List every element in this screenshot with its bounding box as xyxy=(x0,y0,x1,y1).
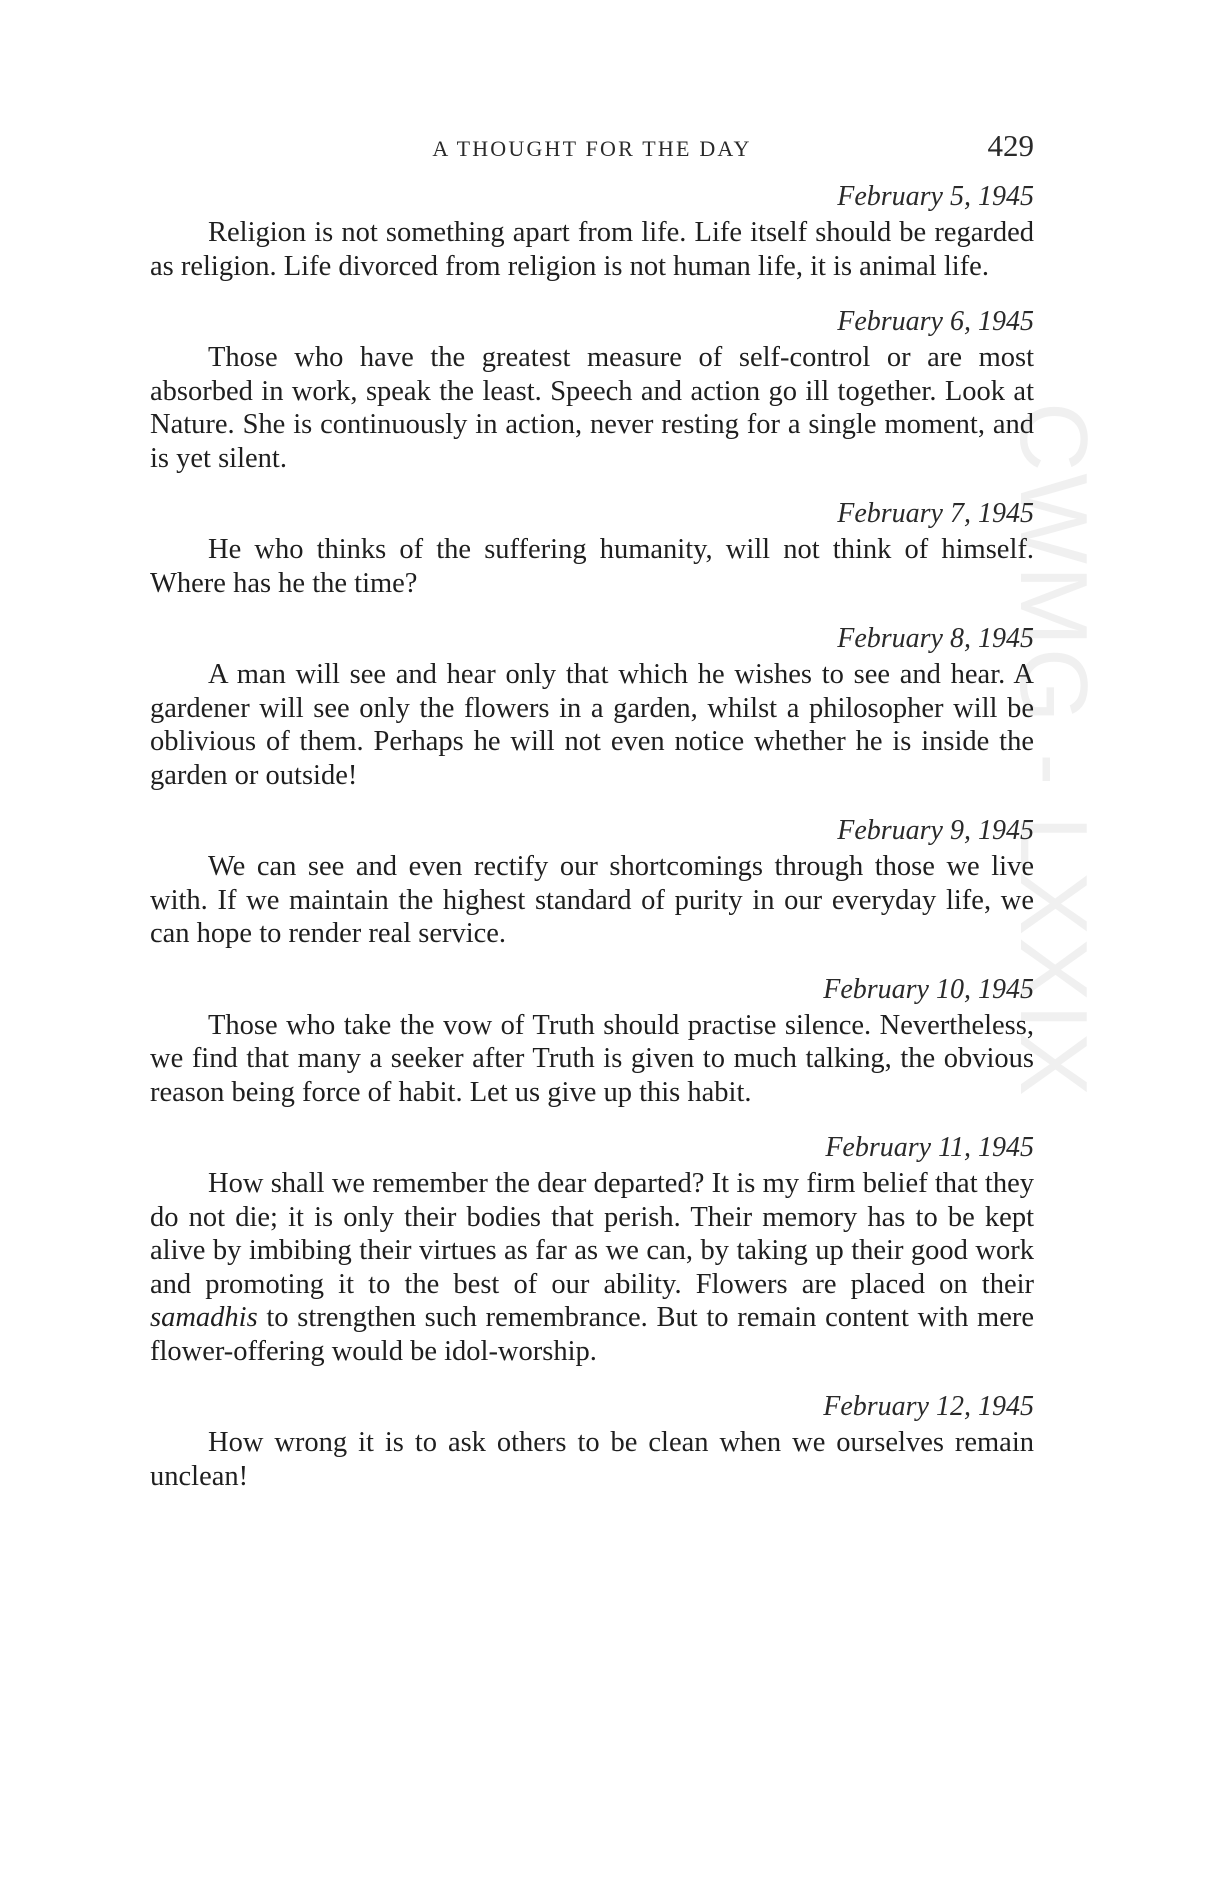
entry-date: February 12, 1945 xyxy=(823,1391,1034,1422)
entry-text xyxy=(150,1167,1034,1368)
entry-text: He who thinks of the suffering humanity, will not think of himself. Where has he the time? xyxy=(150,534,1034,599)
entry-february-10 xyxy=(150,973,1034,1110)
entry-date: February 10, 1945 xyxy=(823,973,1034,1005)
entry-date: February 5, 1945 xyxy=(837,181,1034,212)
entry-february-7 xyxy=(150,497,1034,600)
entry-text: We can see and even rectify our shortcomings through those we live with. If we maintain the highest standard of purity in our everyday life, we can hope to render real service. xyxy=(150,851,1034,949)
entry-text: How wrong it is to ask others to be clean when we ourselves remain unclean! xyxy=(150,1427,1034,1492)
entry-february-9 xyxy=(150,814,1034,951)
entry-text-part: to strengthen such remembrance. But to remain content with mere flower-offering would be idol-worship. xyxy=(150,1302,1034,1367)
entry-text: Religion is not something apart from life. Life itself should be regarded as religion. Life divorced from religion is not human life, it is animal life. xyxy=(150,217,1034,282)
entry-february-6 xyxy=(150,305,1034,475)
entry-date: February 9, 1945 xyxy=(837,815,1034,846)
entry-text: Those who take the vow of Truth should practise silence. Nevertheless, we find that many a seeker after Truth is given to much talking, the obvious reason being force of habit. Let us give up this habit. xyxy=(150,1009,1034,1108)
entry-date: February 8, 1945 xyxy=(837,623,1034,654)
entry-february-5 xyxy=(150,180,1034,283)
entry-text-italic-term: samadhis xyxy=(150,1302,258,1333)
entry-date: February 6, 1945 xyxy=(837,306,1034,337)
entry-february-8 xyxy=(150,622,1034,792)
page-content xyxy=(150,180,1034,1493)
running-head xyxy=(150,128,1034,168)
entry-february-12 xyxy=(150,1390,1034,1493)
entry-text-part: How shall we remember the dear departed? It is my firm belief that they do not die; it is only their bodies that perish. Their memory has to be kept alive by imbibing their virtues as far as we can, by taking up their good work and promoting it to the best of our ability. Flowers are placed on their xyxy=(150,1168,1034,1300)
watermark-text: CWMG - LXXIX xyxy=(1000,402,1107,1099)
entry-date: February 7, 1945 xyxy=(837,498,1034,529)
entry-date: February 11, 1945 xyxy=(825,1132,1034,1163)
running-title: A THOUGHT FOR THE DAY xyxy=(432,136,752,161)
entry-text: A man will see and hear only that which he wishes to see and hear. A gardener will see only the flowers in a garden, whilst a philosopher will be oblivious of them. Perhaps he will not even notice whether he is inside the garden or outside! xyxy=(150,659,1034,791)
page-number: 429 xyxy=(987,128,1034,163)
entry-text: Those who have the greatest measure of self-control or are most absorbed in work, speak the least. Speech and action go ill together. Look at Nature. She is continuously in action, never resting for a single moment, and is yet silent. xyxy=(150,342,1034,474)
entry-february-11 xyxy=(150,1131,1034,1368)
